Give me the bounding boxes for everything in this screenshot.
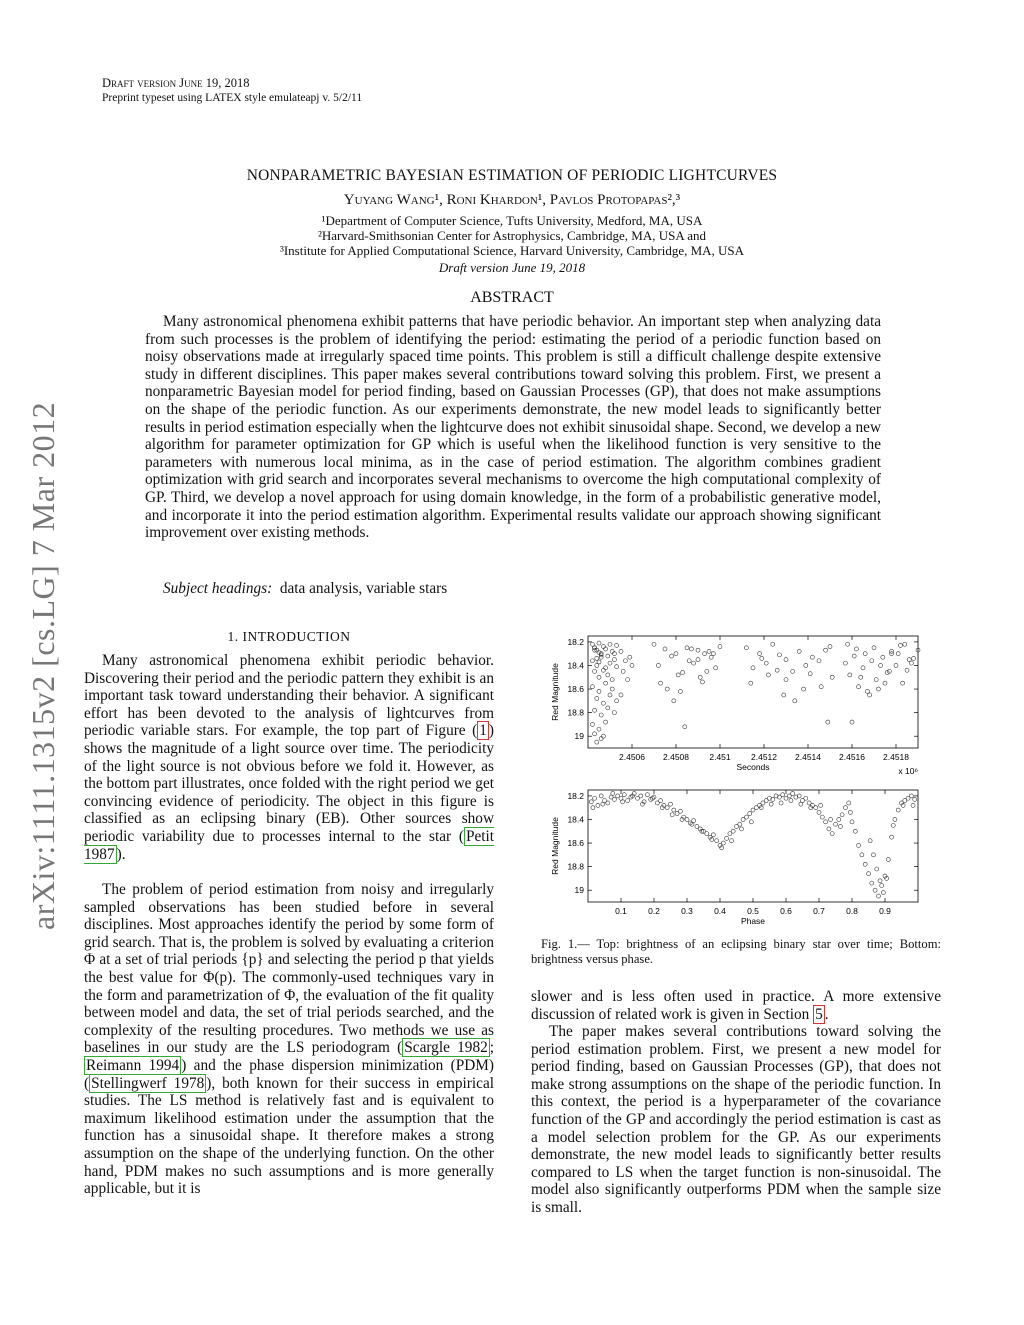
top-plot-data-point [604, 647, 608, 651]
top-plot-data-point [859, 675, 863, 679]
top-plot-data-point [612, 711, 616, 715]
top-plot-data-point [593, 669, 597, 673]
figure-1-caption: Fig. 1.— Top: brightness of an eclipsing binary star over time; Bottom: brightness versus phase. [531, 937, 941, 966]
bottom-plot-frame [588, 790, 918, 902]
top-plot-data-point [863, 652, 867, 656]
top-plot-data-point [606, 706, 610, 710]
top-plot-xtick-label: 2.4518 [883, 752, 909, 762]
bottom-plot-data-point [591, 806, 595, 810]
top-plot-data-point [802, 687, 806, 691]
top-plot-xlabel: Seconds [736, 762, 770, 772]
top-plot-data-point [791, 669, 795, 673]
bottom-plot-data-point [814, 806, 818, 810]
abstract-text: Many astronomical phenomena exhibit patterns that have periodic behavior. An important step when analyzing data from such processes is the problem of identifying the period: estimating the period of a periodic function based on noisy observations made at irregularly spaced time points. This problem is still a difficult challenge despite extensive study in different disciplines. This paper makes several contributions toward solving this problem. First, we present a nonparametric Bayesian model for period finding, based on Gaussian Processes (GP), that does not make assumptions on the shape of the periodic function. As our experiments demonstrate, the new model leads to significantly better results in period estimation especially when the lightcurve does not exhibit sinusoidal shape. Second, we develop a new algorithm for parameter optimization for GP which is useful when the likelihood function is very sensitive to the parameters with numerous local minima, as in the case of period estimation. The algorithm combines gradient optimization with grid search and incorporates several mechanisms to overcome the high computational complexity of GP. Third, we develop a novel approach for using domain knowledge, in the form of a probabilistic generative model, and incorporate it into the period estimation algorithm. Experimental results validate our approach showing significant improvement over existing methods. [145, 313, 881, 542]
lightcurve-time-plot [550, 636, 920, 776]
bottom-plot-data-point [626, 799, 630, 803]
top-plot-ytick-label: 18.6 [567, 684, 584, 695]
top-plot-data-point [604, 666, 608, 670]
top-plot-data-point [612, 658, 616, 662]
top-plot-data-point [601, 668, 605, 672]
top-plot-data-point [857, 685, 861, 689]
bottom-plot-data-point [738, 822, 742, 826]
bottom-plot-xtick-label: 0.3 [681, 906, 693, 916]
bottom-plot-xlabel: Phase [740, 916, 766, 926]
bottom-plot-data-point [848, 810, 852, 814]
top-plot-data-point [766, 673, 770, 677]
top-plot-data-point [808, 672, 812, 676]
top-plot-data-point [610, 687, 614, 691]
top-plot-data-point [872, 646, 876, 650]
top-plot-data-point [870, 659, 874, 663]
bottom-plot-data-point [731, 829, 735, 833]
bottom-plot-xtick-label: 0.5 [747, 906, 759, 916]
bottom-plot-data-point [645, 793, 649, 797]
top-plot-data-point [663, 647, 667, 651]
intro-paragraph-2: The problem of period estimation from noisy and irregularly sampled observations has been studied before in several disciplines. Most approaches identify the period by some form of grid search. That is, the problem is solved by evaluating a criterion Φ at a set of trial periods {p} and selecting the period p that yields the best value for Φ(p). The commonly-used techniques vary in the form and parametrization of Φ, the evaluation of the fit quality between model and data, the set of trial periods searched, and the complexity of the resulting procedures. Two methods we use as baselines in our study are the LS periodogram ( Scargle 1982 ; Reimann 1994 ) and the phase dispersion minimization (PDM) ( Stellingwerf 1978 ), both known for their success in empirical studies. The LS method is relatively fast and is equivalent to maximum likelihood estimation under the assumption that the function has a sinusoidal shape. It therefore makes a strong assumption on the shape of the underlying function. On the other hand, PDM makes no such assumptions and is more generally applicable, but it is [84, 881, 494, 1198]
bottom-plot-ytick-label: 18.8 [567, 861, 584, 872]
top-plot-data-point [775, 668, 779, 672]
affiliation-2: ²Harvard-Smithsonian Center for Astrophysics, Cambridge, MA, USA and [317, 228, 707, 243]
top-plot-data-point [601, 645, 605, 649]
top-plot-data-point [683, 725, 687, 729]
bottom-plot-data-point [779, 801, 783, 805]
top-plot-data-point [619, 649, 623, 653]
draft-version-header: Draft version June 19, 2018 [102, 76, 250, 90]
bottom-plot-data-point [621, 800, 625, 804]
top-plot-data-point [861, 666, 865, 670]
top-plot-data-point [718, 645, 722, 649]
top-plot-data-point [689, 647, 693, 651]
bottom-plot-data-point [843, 806, 847, 810]
top-plot-data-point [901, 681, 905, 685]
top-plot-data-point [685, 646, 689, 650]
bottom-plot-data-point [867, 872, 871, 876]
preprint-line: Preprint typeset using LATEX style emulateapj v. 5/2/11 [102, 92, 363, 104]
top-plot-data-point [676, 673, 680, 677]
top-plot-data-point [879, 663, 883, 667]
top-plot-data-point [903, 642, 907, 646]
top-plot-data-point [890, 649, 894, 653]
top-plot-data-point [681, 671, 685, 675]
top-plot-data-point [777, 653, 781, 657]
top-plot-data-point [714, 666, 718, 670]
bottom-plot-data-point [705, 832, 709, 836]
top-plot-ytick-label: 18.2 [567, 636, 584, 647]
top-plot-data-point [793, 699, 797, 703]
top-plot-data-point [610, 649, 614, 653]
bottom-plot-data-point [824, 820, 828, 824]
bottom-plot-data-point [896, 808, 900, 812]
top-plot-data-point [874, 678, 878, 682]
bottom-plot-xtick-label: 0.8 [846, 906, 858, 916]
bottom-plot-data-point [739, 827, 743, 831]
bottom-plot-ytick-label: 18.4 [567, 814, 584, 825]
subject-headings [145, 580, 881, 598]
bottom-plot-data-point [911, 803, 915, 807]
top-plot-data-point [615, 665, 619, 669]
top-plot-data-point [608, 693, 612, 697]
top-plot-data-point [621, 669, 625, 673]
top-plot-data-point [601, 701, 605, 705]
top-plot-data-point [672, 699, 676, 703]
top-plot-data-point [782, 693, 786, 697]
top-plot-data-point [758, 652, 762, 656]
top-plot-data-point [912, 656, 916, 660]
top-plot-data-point [865, 689, 869, 693]
bottom-plot-data-point [601, 802, 605, 806]
top-plot-data-point [830, 675, 834, 679]
top-plot-data-point [601, 734, 605, 738]
paper-title: NONPARAMETRIC BAYESIAN ESTIMATION OF PERIODIC LIGHTCURVES [246, 167, 778, 184]
bottom-plot-data-point [909, 794, 913, 798]
bottom-plot-data-point [685, 817, 689, 821]
top-plot-data-point [698, 675, 702, 679]
top-plot-data-point [597, 727, 601, 731]
abstract-heading: ABSTRACT [470, 289, 554, 306]
bottom-plot-data-point [868, 839, 872, 843]
top-plot-xtick-label: 2.4512 [751, 752, 777, 762]
top-plot-data-point [826, 720, 830, 724]
top-plot-data-point [876, 687, 880, 691]
top-plot-data-point [784, 678, 788, 682]
bottom-plot-data-point [599, 794, 603, 798]
bottom-plot-data-point [622, 793, 626, 797]
top-plot-frame [588, 636, 918, 748]
top-plot-data-point [615, 699, 619, 703]
top-plot-data-point [896, 652, 900, 656]
bottom-plot-xtick-label: 0.2 [648, 906, 660, 916]
bottom-plot-data-point [596, 803, 600, 807]
top-plot-data-point [623, 659, 627, 663]
bottom-plot-data-point [711, 833, 715, 837]
top-plot-data-point [744, 646, 748, 650]
top-plot-data-point [819, 685, 823, 689]
top-plot-data-point [608, 642, 612, 646]
bottom-plot-ytick-label: 18.2 [567, 790, 584, 801]
top-plot-ylabel: Red Magnitude [550, 663, 560, 721]
top-plot-data-point [599, 713, 603, 717]
top-plot-data-point [597, 689, 601, 693]
top-plot-data-point [898, 643, 902, 647]
bottom-plot-data-point [715, 839, 719, 843]
figure-1-chart [540, 630, 940, 930]
top-plot-data-point [696, 648, 700, 652]
top-plot-data-point [771, 642, 775, 646]
bottom-plot-data-point [672, 808, 676, 812]
subject-headings-label: Subject headings: [163, 580, 273, 597]
top-plot-data-point [883, 681, 887, 685]
bottom-plot-data-point [838, 825, 842, 829]
top-plot-data-point [659, 681, 663, 685]
top-plot-data-point [828, 645, 832, 649]
top-plot-x-scale-label: x 10⁶ [898, 766, 918, 776]
affiliation-3: ³Institute for Applied Computational Science, Harvard University, Cambridge, MA, USA [279, 243, 745, 258]
bottom-plot-data-point [857, 843, 861, 847]
bottom-plot-data-point [748, 812, 752, 816]
top-plot-data-point [894, 663, 898, 667]
top-plot-data-point [784, 658, 788, 662]
citation-stellingwerf-1978[interactable]: Stellingwerf 1978 [91, 1074, 205, 1092]
top-plot-data-point [804, 663, 808, 667]
top-plot-data-point [678, 689, 682, 693]
top-plot-data-point [890, 652, 894, 656]
bottom-plot-data-point [789, 799, 793, 803]
bottom-plot-data-point [829, 817, 833, 821]
bottom-plot-data-point [804, 796, 808, 800]
top-plot-data-point [854, 647, 858, 651]
top-plot-data-point [817, 659, 821, 663]
top-plot-data-point [687, 659, 691, 663]
citation-reimann-1994[interactable]: Reimann 1994 [86, 1056, 180, 1074]
bottom-plot-data-point [873, 888, 877, 892]
bottom-plot-data-point [670, 813, 674, 817]
top-plot-data-point [604, 720, 608, 724]
bottom-plot-data-point [834, 822, 838, 826]
bottom-plot-data-point [847, 801, 851, 805]
top-plot-xtick-label: 2.4514 [795, 752, 821, 762]
top-plot-data-point [630, 663, 634, 667]
author-list: Yuyang Wang¹, Roni Khardon¹, Pavlos Protopapas²,³ [343, 192, 681, 208]
top-plot-xtick-label: 2.4506 [619, 752, 645, 762]
citation-scargle-1982[interactable]: Scargle 1982 [404, 1039, 488, 1057]
top-plot-data-point [760, 656, 764, 660]
top-plot-data-point [593, 708, 597, 712]
bottom-plot-data-point [749, 820, 753, 824]
bottom-plot-data-point [880, 883, 884, 887]
top-plot-data-point [597, 641, 601, 645]
top-plot-data-point [850, 720, 854, 724]
top-plot-data-point [608, 661, 612, 665]
top-plot-data-point [843, 661, 847, 665]
top-plot-data-point [593, 646, 597, 650]
top-plot-data-point [848, 673, 852, 677]
top-plot-data-point [590, 685, 594, 689]
bottom-plot-xtick-label: 0.7 [813, 906, 825, 916]
bottom-plot-data-point [744, 815, 748, 819]
bottom-plot-data-point [589, 800, 593, 804]
bottom-plot-data-point [875, 867, 879, 871]
bottom-plot-data-point [820, 815, 824, 819]
top-plot-data-point [696, 658, 700, 662]
section-heading-introduction: 1. INTRODUCTION [227, 629, 351, 644]
top-plot-data-point [905, 668, 909, 672]
bottom-plot-data-point [863, 862, 867, 866]
bottom-plot-data-point [913, 797, 917, 801]
bottom-plot-data-point [721, 841, 725, 845]
top-plot-data-point [599, 737, 603, 741]
bottom-plot-data-point [730, 839, 734, 843]
top-plot-data-point [628, 655, 632, 659]
top-plot-data-point [610, 678, 614, 682]
bottom-plot-data-point [830, 832, 834, 836]
top-plot-data-point [612, 652, 616, 656]
top-plot-data-point [670, 654, 674, 658]
bottom-plot-ytick-label: 18.6 [567, 838, 584, 849]
top-plot-data-point [797, 649, 801, 653]
bottom-plot-data-point [781, 793, 785, 797]
top-plot-data-point [700, 680, 704, 684]
top-plot-data-point [881, 655, 885, 659]
top-plot-data-point [665, 687, 669, 691]
top-plot-xtick-label: 2.4516 [839, 752, 865, 762]
intro-paragraph-1: Many astronomical phenomena exhibit periodic behavior. Discovering their period and the periodic pattern they exhibit is an important task toward understanding their behavior. A significant effort has been devoted to the analysis of lightcurves from periodic variable stars. For example, the top part of Figure ( 1 ) shows the magnitude of a light source over time. The periodicity of the light source is not obvious before we fold it. However, as the bottom part illustrates, once folded with the right period we get convincing evidence of periodicity. The object in this figure is classified as an eclipsing binary (EB). Other sources show periodic variability due to processes internal to the star ( Petit 1987 ). [84, 652, 494, 863]
top-plot-data-point [852, 654, 856, 658]
bottom-plot-data-point [791, 792, 795, 796]
bottom-plot-xtick-label: 0.4 [714, 906, 726, 916]
bottom-plot-data-point [819, 803, 823, 807]
top-plot-data-point [656, 663, 660, 667]
bottom-plot-data-point [612, 797, 616, 801]
top-plot-data-point [595, 696, 599, 700]
figure-1-link[interactable]: 1 [479, 722, 487, 740]
bottom-plot-xtick-label: 0.9 [879, 906, 891, 916]
top-plot-data-point [810, 655, 814, 659]
bottom-plot-data-point [659, 799, 663, 803]
top-plot-data-point [652, 642, 656, 646]
top-plot-data-point [604, 681, 608, 685]
draft-date: Draft version June 19, 2018 [438, 260, 586, 275]
top-plot-data-point [824, 648, 828, 652]
bottom-plot-data-point [891, 823, 895, 827]
citation-petit-1987[interactable]: Petit 1987 [84, 827, 494, 863]
top-plot-data-point [606, 673, 610, 677]
bottom-plot-data-point [878, 879, 882, 883]
bottom-plot-xtick-label: 0.6 [780, 906, 792, 916]
top-plot-ytick-label: 18.8 [567, 707, 584, 718]
lightcurve-phase-plot [550, 790, 918, 926]
top-plot-data-point [707, 649, 711, 653]
bottom-plot-data-point [860, 853, 864, 857]
bottom-plot-data-point [871, 853, 875, 857]
right-paragraph-1: slower and is less often used in practice. A more extensive discussion of related work is given in Section 5 . [531, 988, 941, 1023]
bottom-plot-data-point [678, 809, 682, 813]
bottom-plot-ytick-label: 19 [574, 885, 584, 896]
bottom-plot-data-point [725, 836, 729, 840]
bottom-plot-data-point [593, 796, 597, 800]
top-plot-data-point [593, 732, 597, 736]
right-paragraph-2: The paper makes several contributions toward solving the period estimation problem. First, we present a new model for period finding, based on Gaussian Processes (GP), that does not make strong assumptions on the shape of the periodic function. In this context, the period is a hyperparameter of the covariance function of the GP and accordingly the period estimation is cast as a model selection problem for the GP. As our experiments demonstrate, the new model leads to significantly better results compared to LS when the target function is non-sinusoidal. The model also significantly outperforms PDM when the sample size is small. [531, 1023, 941, 1216]
bottom-plot-data-point [799, 802, 803, 806]
bottom-plot-data-point [769, 802, 773, 806]
top-plot-data-point [846, 642, 850, 646]
bottom-plot-data-point [665, 806, 669, 810]
top-plot-xtick-label: 2.4508 [663, 752, 689, 762]
bottom-plot-data-point [850, 820, 854, 824]
top-plot-data-point [590, 659, 594, 663]
top-plot-data-point [751, 666, 755, 670]
top-plot-ytick-label: 19 [574, 731, 584, 742]
bottom-plot-data-point [853, 829, 857, 833]
top-plot-data-point [705, 669, 709, 673]
top-plot-data-point [597, 675, 601, 679]
top-plot-data-point [615, 643, 619, 647]
bottom-plot-data-point [837, 817, 841, 821]
top-plot-data-point [749, 681, 753, 685]
top-plot-data-point [606, 654, 610, 658]
bottom-plot-data-point [840, 813, 844, 817]
top-plot-ytick-label: 18.4 [567, 660, 584, 671]
bottom-plot-data-point [870, 881, 874, 885]
top-plot-data-point [909, 661, 913, 665]
bottom-plot-data-point [639, 794, 643, 798]
arxiv-identifier: arXiv:1111.1315v2 [cs.LG] 7 Mar 2012 [25, 401, 61, 930]
bottom-plot-data-point [881, 891, 885, 895]
top-plot-data-point [674, 652, 678, 656]
section-5-link[interactable]: 5 [815, 1005, 823, 1023]
bottom-plot-data-point [876, 894, 880, 898]
bottom-plot-data-point [890, 835, 894, 839]
affiliation-1: ¹Department of Computer Science, Tufts University, Medford, MA, USA [321, 213, 703, 228]
top-plot-data-point [764, 661, 768, 665]
top-plot-data-point [595, 740, 599, 744]
top-plot-xtick-label: 2.451 [709, 752, 731, 762]
bottom-plot-data-point [611, 792, 615, 796]
bottom-plot-xtick-label: 0.1 [615, 906, 627, 916]
top-plot-data-point [711, 652, 715, 656]
bottom-plot-ylabel: Red Magnitude [550, 817, 560, 875]
top-plot-data-point [597, 660, 601, 664]
bottom-plot-data-point [886, 858, 890, 862]
bottom-plot-data-point [669, 802, 673, 806]
top-plot-data-point [703, 652, 707, 656]
top-plot-data-point [626, 678, 630, 682]
top-plot-data-point [692, 661, 696, 665]
top-plot-data-point [590, 722, 594, 726]
bottom-plot-data-point [827, 827, 831, 831]
subject-headings-text: data analysis, variable stars [279, 580, 448, 597]
bottom-plot-data-point [893, 817, 897, 821]
bottom-plot-data-point [606, 801, 610, 805]
bottom-plot-data-point [817, 810, 821, 814]
top-plot-data-point [619, 693, 623, 697]
